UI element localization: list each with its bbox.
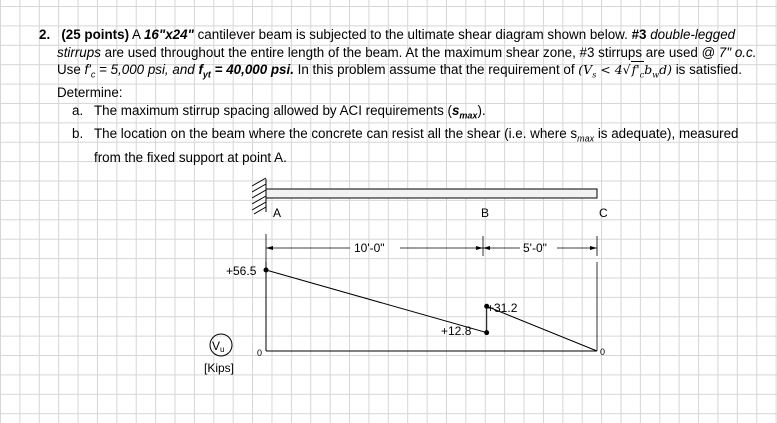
shear-label-b-top: +31.2 [487,301,518,315]
point-a-label: A [273,206,282,220]
cantilever-beam [266,189,597,198]
shear-point [264,268,269,273]
bar-size: #3 [631,27,647,42]
dimension-ab: 10'-0" [354,241,385,255]
fixed-support-icon [252,178,266,214]
stirrup-spacing: 7" o.c. [718,44,757,60]
intro-text-3: are used throughout the entire length of the beam. At the maximum shear zone, #3 stirrups are used @ [100,44,719,60]
problem-points: (25 points) [61,27,130,42]
part-b-label: b. [72,126,84,142]
condition-formula: $(V_s < 4√f'_cb_wd)$ [578,62,672,80]
part-a-text: The maximum stirrup spacing allowed by ACI requirements $(s_{max})$. [94,103,486,121]
shear-label-a: +56.5 [226,264,257,278]
dimension-line [266,234,597,262]
units-label: [Kips] [204,361,235,375]
zero-label-right: 0 [600,347,606,357]
problem-number: 2. [39,27,51,42]
stirrup-type: double-legged stirrups [57,27,736,60]
intro-text-1: A [129,27,144,42]
fc-value: $f'_c = 5,000$ psi, and [84,62,199,80]
part-b-text: The location on the beam where the concrete can resist all the shear (i.e. where $s_{max}$ is adequate), measured from the fixed support at point A. [94,126,739,165]
point-c-label: C [599,206,608,220]
dimension-bc: 5'-0" [523,241,547,255]
intro-text-4: Use [57,62,85,78]
smax-symbol: $s_{max}$ [451,103,478,121]
intro-text-2: cantilever beam is subjected to the ultimate shear diagram shown below. [193,27,632,42]
fy-value: $f_{yt} = 40,000$ psi. [198,62,294,80]
beam-size: 16"x24" [143,27,194,42]
shear-line [266,270,597,351]
part-a-label: a. [72,103,84,119]
intro-text-6: is satisfied. Determine: [57,62,742,101]
intro-text-5: In this problem assume that the requirement of [293,62,579,78]
point-b-label: B [481,206,490,220]
zero-label-left: 0 [257,348,263,358]
shear-plot [264,268,598,352]
vu-symbol: Vu [212,339,225,354]
shear-label-b-bottom: +12.8 [441,324,472,338]
shear-point [484,330,489,335]
